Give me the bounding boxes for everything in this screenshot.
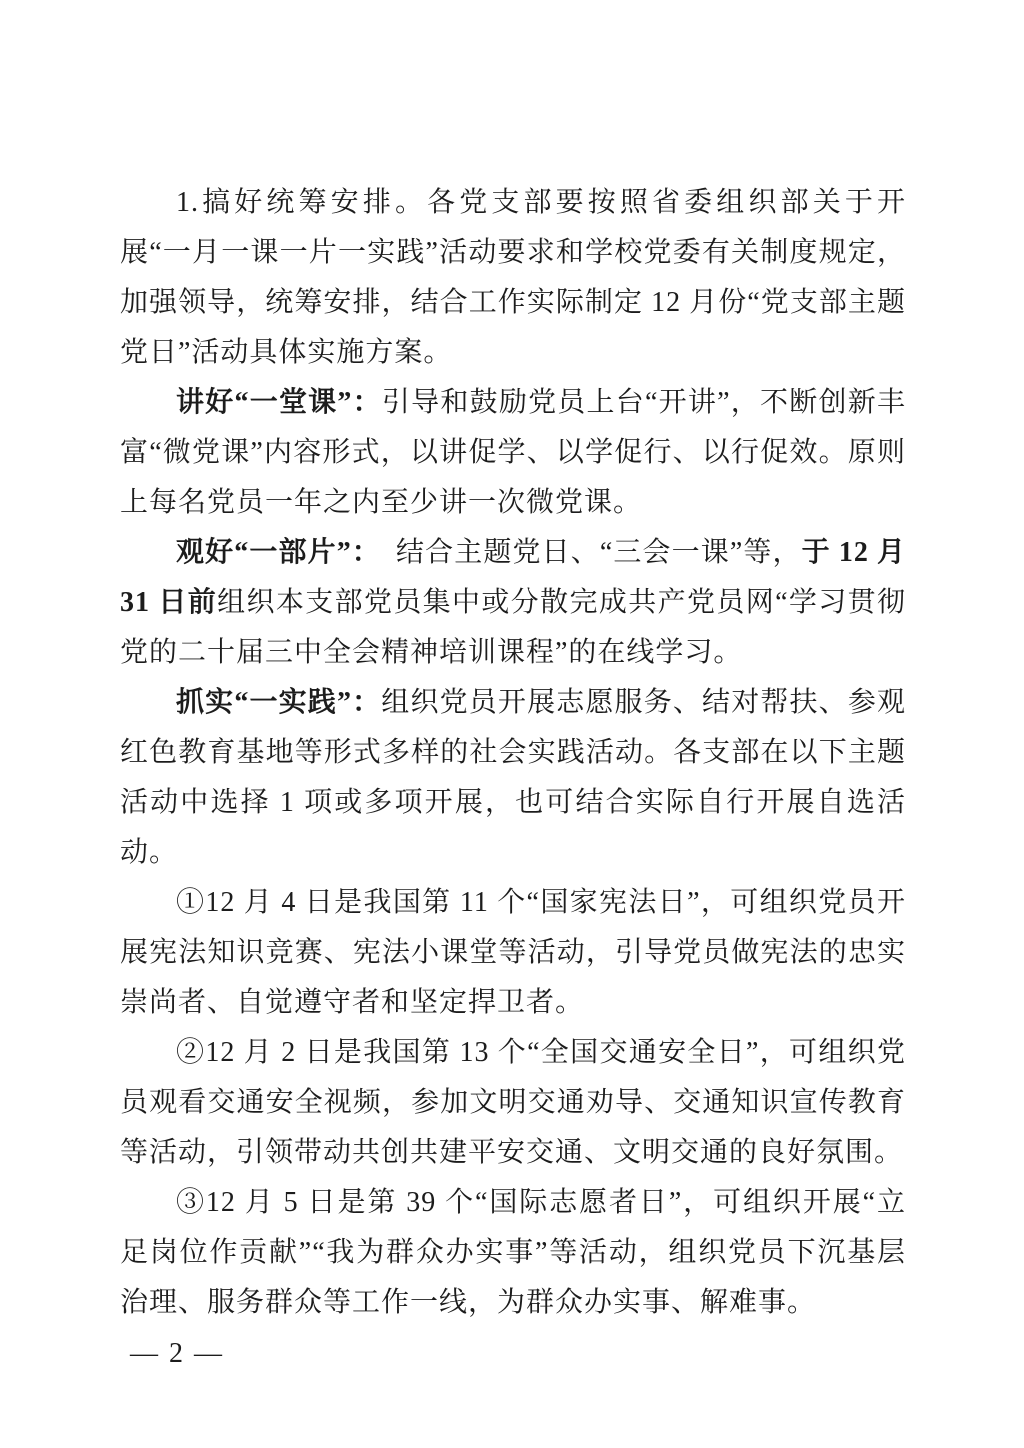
paragraph-text: ①12 月 4 日是我国第 11 个“国家宪法日”，可组织党员开展宪法知识竞赛、宪法小课堂等活动，引导党员做宪法的忠实崇尚者、自觉遵守者和坚定捍卫者。: [120, 887, 906, 1018]
paragraph-text: 结合主题党日、“三会一课”等，: [366, 537, 802, 568]
paragraph-text: 组织本支部党员集中或分散完成共产党员网“学习贯彻党的二十届三中全会精神培训课程”的在线学习。: [120, 587, 906, 668]
paragraph-lead: 抓实“一实践”：: [176, 687, 382, 718]
paragraph-item-traffic-safety-day: [120, 1028, 906, 1178]
paragraph-text: 组织党员开展志愿服务、结对帮扶、参观红色教育基地等形式多样的社会实践活动。各支部在以下主题活动中选择 1 项或多项开展，也可结合实际自行开展自选活动。: [120, 687, 906, 868]
paragraph-text: ②12 月 2 日是我国第 13 个“全国交通安全日”，可组织党员观看交通安全视频，参加文明交通劝导、交通知识宣传教育等活动，引领带动共创共建平安交通、文明交通的良好氛围。: [120, 1037, 906, 1168]
document-body: [120, 178, 906, 1328]
paragraph-film: [120, 528, 906, 678]
paragraph-item-constitution-day: [120, 878, 906, 1028]
paragraph-lead: 观好“一部片”：: [176, 537, 367, 568]
paragraph-item-volunteer-day: [120, 1178, 906, 1328]
paragraph-lead: 讲好“一堂课”：: [176, 387, 382, 418]
paragraph-lecture: [120, 378, 906, 528]
page-number: — 2 —: [130, 1338, 224, 1369]
paragraph-text: 引导和鼓励党员上台“开讲”，不断创新丰富“微党课”内容形式，以讲促学、以学促行、以行促效。原则上每名党员一年之内至少讲一次微党课。: [120, 387, 906, 518]
paragraph-overall-arrangement: [120, 178, 906, 378]
paragraph-practice: [120, 678, 906, 878]
paragraph-text: ③12 月 5 日是第 39 个“国际志愿者日”，可组织开展“立足岗位作贡献”“我为群众办实事”等活动，组织党员下沉基层治理、服务群众等工作一线，为群众办实事、解难事。: [120, 1187, 906, 1318]
paragraph-text: 1.搞好统筹安排。各党支部要按照省委组织部关于开展“一月一课一片一实践”活动要求和学校党委有关制度规定，加强领导，统筹安排，结合工作实际制定 12 月份“党支部主题党日”活动具体实施方案。: [120, 187, 906, 368]
paragraph-deadline: 于 12 月 31 日前: [120, 537, 906, 618]
